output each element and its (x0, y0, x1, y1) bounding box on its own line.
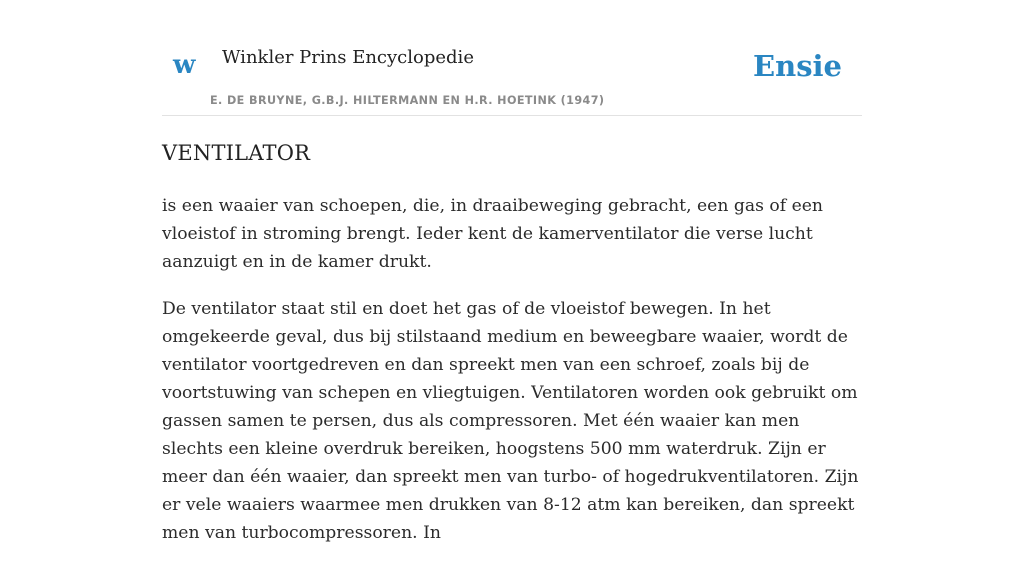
site-title[interactable]: Winkler Prins Encyclopedie (222, 47, 474, 68)
encyclopedia-logo-icon[interactable]: w (173, 50, 196, 80)
authors-line: E. DE BRUYNE, G.B.J. HILTERMANN EN H.R. HOETINK (1947) (210, 94, 605, 107)
brand-logo[interactable]: Ensie (753, 49, 842, 83)
page (162, 0, 862, 543)
article-paragraph: De ventilator staat stil en doet het gas of de vloeistof bewegen. In het omgekeerde geval, dus bij stilstaand medium en beweegbare waaier, wordt de ventilator voortgedreven en dan spreekt men van een schroef, zoals bij de voortstuwing van schepen en vliegtuigen. Ventilatoren worden ook gebruikt om gassen samen te persen, dus als compressoren. Met één waaier kan men slechts een kleine overdruk bereiken, hoogstens 500 mm waterdruk. Zijn er meer dan één waaier, dan spreekt men van turbo- of hogedrukventilatoren. Zijn er vele waaiers waarmee men drukken van 8-12 atm kan bereiken, dan spreekt men van turbocompressoren. In (162, 299, 859, 543)
article-headword: VENTILATOR (162, 141, 311, 165)
header (162, 0, 862, 116)
article-paragraph: is een waaier van schoepen, die, in draaibeweging gebracht, een gas of een vloeistof in stroming brengt. Ieder kent de kamerventilator die verse lucht aanzuigt en in de kamer drukt. (162, 196, 823, 272)
article-body (162, 192, 862, 566)
